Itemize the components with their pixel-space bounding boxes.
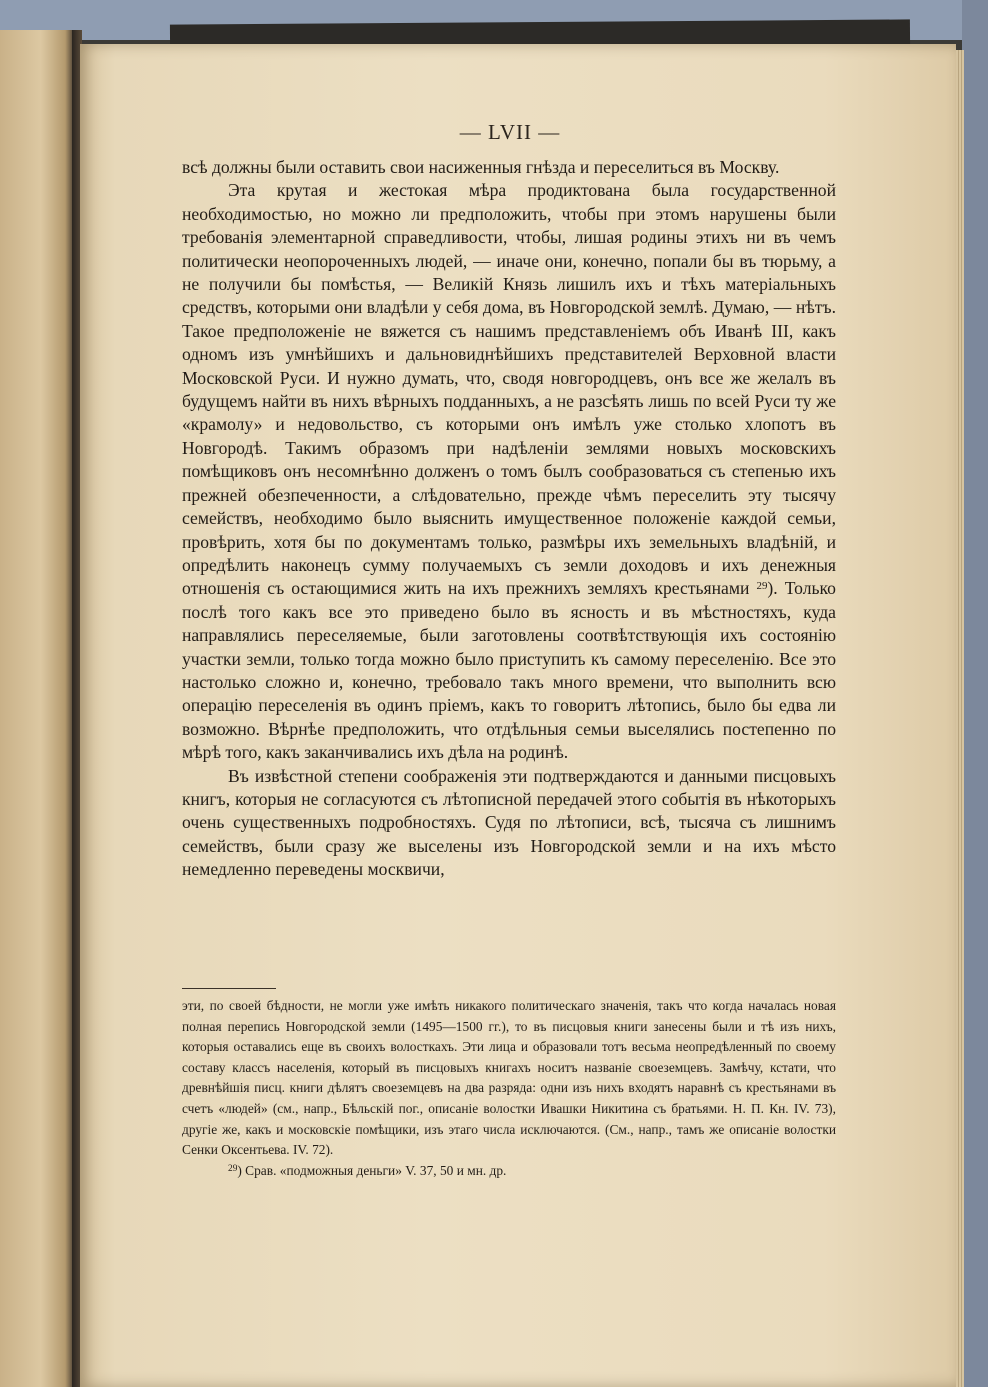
- footnote-continued-text: эти, по своей бѣдности, не могли уже имѣть никакого политическаго значенія, такъ что когда началась новая полная перепись Новгородской земли (1495—1500 гг.), то въ писцовыя книги занесены были и тѣ изъ нихъ, которыя оставались еще въ своихъ волосткахъ. Эти лица и образовали тотъ весьма неопредѣленный по своему составу классъ населенія, который въ писцовыхъ книгахъ носитъ названіе своеземцевъ. Замѣчу, кстати, что древнѣйшія писц. книги дѣлятъ своеземцевъ на два разряда: одни изъ нихъ входятъ наравнѣ съ крестьянами въ счетъ «людей» (см., напр., Бѣльскій пог., описаніе волостки Ивашки Никитина съ братьями. Н. П. Кн. IV. 73), другіе же, какъ и московскіе помѣщики, изъ этаго числа исключаются. (См., напр., тамъ же описаніе волостки Сенки Оксентьева. IV. 72).: [182, 998, 836, 1158]
- footnote-29: [182, 1161, 836, 1184]
- footnote-continued: [182, 996, 836, 1161]
- paragraph-2-text-a: Эта крутая и жестокая мѣра продиктована была государственной необходимостью, но можно ли предположить, чтобы при этомъ нарушены были требованія элементарной справедливости, чтобы, лишая родины этихъ ни въ чемъ политически неопороченныхъ людей, — иначе они, конечно, попали бы въ тюрьму, а не получили бы помѣстья, — Великій Князь лишилъ ихъ и тѣхъ матеріальныхъ средствъ, которыми они владѣли у себя дома, въ Новгородской землѣ. Думаю, — нѣтъ. Такое предположеніе не вяжется съ нашимъ представленіемъ объ Иванѣ III, какъ одномъ изъ умнѣйшихъ и дальновиднѣйшихъ представителей Верховной власти Московской Руси. И нужно думать, что, сводя новгородцевъ, онъ все же желалъ въ будущемъ найти въ нихъ вѣрныхъ подданныхъ, а не разсѣять лишь по всей Руси ту же «крамолу» и недовольство, съ которыми онъ имѣлъ уже столько хлопотъ въ Новгородѣ. Такимъ образомъ при надѣленіи землями новыхъ московскихъ помѣщиковъ онъ несомнѣнно долженъ о томъ былъ сообразоваться съ степенью ихъ прежней обезпеченности, а слѣдовательно, прежде чѣмъ переселить эту тысячу семействъ, необходимо было выяснить имущественное положеніе каждой семьи, провѣрить, хотя бы по документамъ только, размѣры ихъ земельныхъ владѣній, и опредѣлить наконецъ сумму получаемыхъ съ земли доходовъ и ихъ денежныя отношенія съ остающимися жить на ихъ прежнихъ земляхъ крестьянами: [182, 180, 836, 599]
- paragraph-2: [182, 179, 836, 764]
- background-surface-right: [962, 0, 988, 1387]
- paragraph-1-text: всѣ должны были оставить свои насиженныя гнѣзда и переселиться въ Москву.: [182, 157, 780, 177]
- footnote-29-mark: 29: [228, 1164, 238, 1174]
- page-header: — LVII —: [459, 120, 561, 144]
- paragraph-2-text-b: ). Только послѣ того какъ все это приведено было въ ясность и въ мѣстностяхъ, куда направлялись переселяемые, были заготовлены соотвѣтствующія ихъ состоянію участки земли, только тогда можно было приступить къ самому переселенію. Все это настолько сложно и, конечно, требовало такъ много времени, что выполнить всю операцію переселенія въ одинъ пріемъ, какъ то говоритъ лѣтопись, было бы едва ли возможно. Вѣрнѣе предположить, что отдѣльныя семьи выселялись постепенно по мѣрѣ того, какъ заканчивались ихъ дѣла на родинѣ.: [182, 578, 836, 763]
- paragraph-3: [182, 765, 836, 882]
- left-page-edge: [0, 30, 74, 1387]
- page-stack-edge: [956, 50, 964, 1387]
- footnote-29-text: ) Срав. «подможныя деньги» V. 37, 50 и мн. др.: [237, 1162, 507, 1178]
- body-text: [182, 156, 836, 882]
- footnotes: [182, 996, 836, 1183]
- footnote-ref-29[interactable]: 29: [756, 580, 768, 593]
- paragraph-3-text: Въ извѣстной степени соображенія эти подтверждаются и данными писцовыхъ книгъ, которыя не согласуются съ лѣтописной передачей этого событія въ нѣкоторыхъ очень существенныхъ подробностяхъ. Судя по лѣтописи, всѣ, тысяча съ лишнимъ семействъ, были сразу же выселены изъ Новгородской земли и на ихъ мѣсто немедленно переведены москвичи,: [182, 765, 836, 880]
- footnote-divider: [182, 988, 276, 989]
- paragraph-1: [182, 156, 836, 179]
